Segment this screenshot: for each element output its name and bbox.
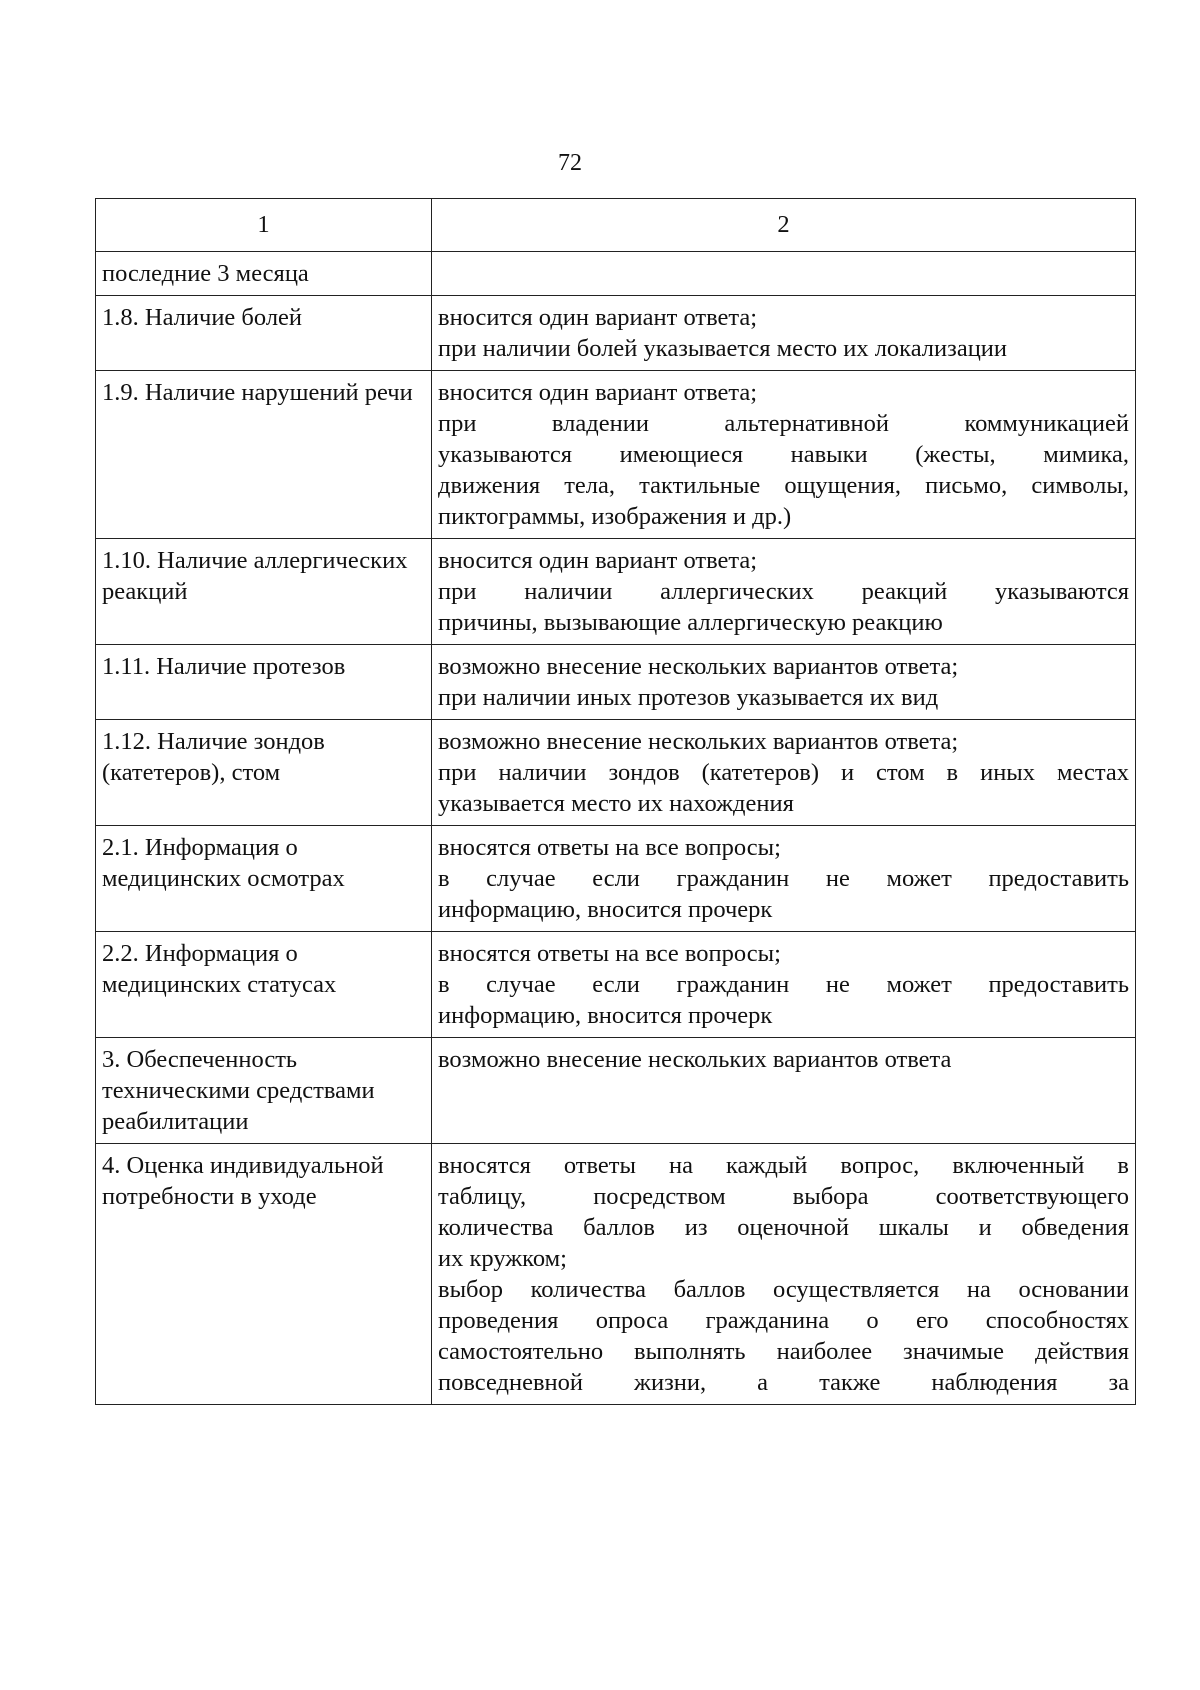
table-row	[96, 645, 1136, 720]
row-item-label: 2.2. Информация о медицинских статусах	[96, 932, 432, 1038]
row-item-label: 1.8. Наличие болей	[96, 296, 432, 371]
row-item-instruction	[432, 1038, 1136, 1144]
instruction-line: самостоятельно выполнять наиболее значимые действия	[438, 1338, 1129, 1365]
instruction-line: вносится один вариант ответа;	[438, 304, 758, 331]
row-item-label: последние 3 месяца	[96, 252, 432, 296]
instruction-line: возможно внесение нескольких вариантов ответа;	[438, 728, 959, 755]
instruction-line: их кружком;	[438, 1245, 567, 1272]
row-item-label: 3. Обеспеченность техническими средствами реабилитации	[96, 1038, 432, 1144]
table-row	[96, 826, 1136, 932]
table-row	[96, 252, 1136, 296]
instruction-line: информацию, вносится прочерк	[438, 896, 773, 923]
table-header-row	[96, 199, 1136, 252]
row-item-label: 1.9. Наличие нарушений речи	[96, 371, 432, 539]
instruction-line: проведения опроса гражданина о его способностях	[438, 1307, 1129, 1334]
instruction-line: вносится один вариант ответа;	[438, 379, 758, 406]
instruction-line: вносится один вариант ответа;	[438, 547, 758, 574]
row-item-instruction	[432, 826, 1136, 932]
instruction-line: повседневной жизни, а также наблюдения за	[438, 1369, 1129, 1396]
instruction-line: в случае если гражданин не может предоставить	[438, 971, 1129, 998]
instruction-line: таблицу, посредством выбора соответствующего	[438, 1183, 1129, 1210]
row-item-label: 1.10. Наличие аллергических реакций	[96, 539, 432, 645]
column-header-1: 1	[96, 199, 432, 252]
instruction-line: выбор количества баллов осуществляется на основании	[438, 1276, 1129, 1303]
instruction-line: при наличии зондов (катетеров) и стом в иных местах	[438, 759, 1129, 786]
table-row	[96, 1038, 1136, 1144]
row-item-instruction	[432, 252, 1136, 296]
instruction-line: вносятся ответы на каждый вопрос, включенный в	[438, 1152, 1129, 1179]
row-item-label: 1.12. Наличие зондов (катетеров), стом	[96, 720, 432, 826]
row-item-label: 1.11. Наличие протезов	[96, 645, 432, 720]
row-item-label: 4. Оценка индивидуальной потребности в уходе	[96, 1144, 432, 1405]
page-number: 72	[558, 150, 582, 176]
table-row	[96, 932, 1136, 1038]
table-row	[96, 296, 1136, 371]
instruction-line: количества баллов из оценочной шкалы и обведения	[438, 1214, 1129, 1241]
instruction-line: причины, вызывающие аллергическую реакцию	[438, 609, 943, 636]
table-row	[96, 539, 1136, 645]
table-row	[96, 1144, 1136, 1405]
instruction-line: при наличии иных протезов указывается их вид	[438, 684, 939, 711]
row-item-instruction	[432, 371, 1136, 539]
instruction-line: возможно внесение нескольких вариантов ответа;	[438, 653, 959, 680]
row-item-instruction	[432, 645, 1136, 720]
instruction-line: при наличии болей указывается место их локализации	[438, 335, 1008, 362]
instruction-line: указываются имеющиеся навыки (жесты, мимика,	[438, 441, 1129, 468]
table-row	[96, 720, 1136, 826]
row-item-instruction	[432, 932, 1136, 1038]
instruction-line: информацию, вносится прочерк	[438, 1002, 773, 1029]
instruction-line: движения тела, тактильные ощущения, письмо, символы,	[438, 472, 1129, 499]
instruction-line: указывается место их нахождения	[438, 790, 794, 817]
instructions-table	[95, 198, 1136, 1405]
instruction-line: вносятся ответы на все вопросы;	[438, 834, 781, 861]
column-header-2: 2	[432, 199, 1136, 252]
table-row	[96, 371, 1136, 539]
row-item-instruction	[432, 720, 1136, 826]
instruction-line: в случае если гражданин не может предоставить	[438, 865, 1129, 892]
row-item-instruction	[432, 296, 1136, 371]
row-item-instruction	[432, 1144, 1136, 1405]
instruction-line: при владении альтернативной коммуникацией	[438, 410, 1129, 437]
row-item-instruction	[432, 539, 1136, 645]
row-item-label: 2.1. Информация о медицинских осмотрах	[96, 826, 432, 932]
instruction-line: возможно внесение нескольких вариантов ответа	[438, 1046, 952, 1073]
instruction-line: пиктограммы, изображения и др.)	[438, 503, 792, 530]
instruction-line: вносятся ответы на все вопросы;	[438, 940, 781, 967]
instruction-line: при наличии аллергических реакций указываются	[438, 578, 1129, 605]
